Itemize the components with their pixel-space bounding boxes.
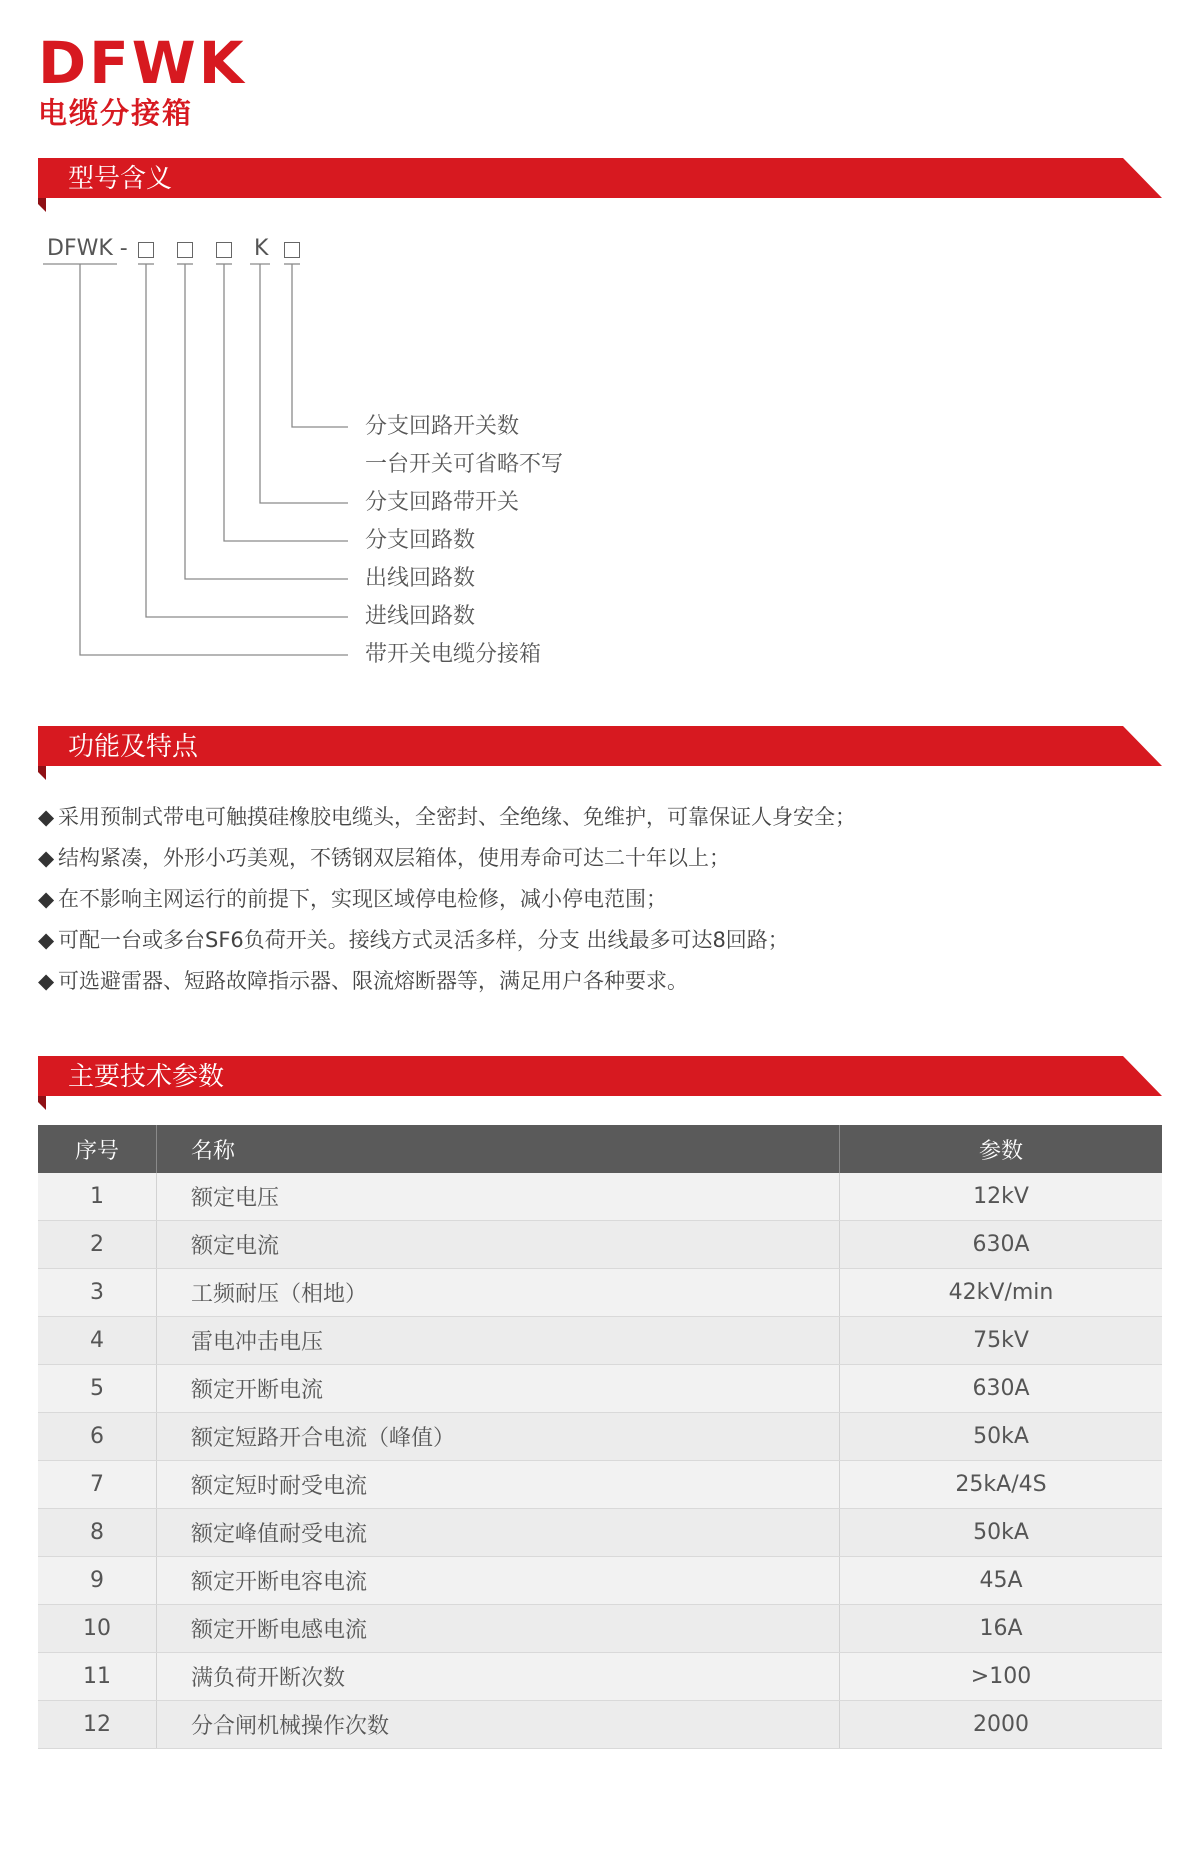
cell-no: 8 [38, 1509, 157, 1557]
feature-text: 可选避雷器、短路故障指示器、限流熔断器等，满足用户各种要求。 [58, 969, 688, 993]
model-tree-lines [0, 0, 1200, 700]
table-row [38, 1269, 1162, 1317]
cell-name: 额定电压 [157, 1173, 840, 1221]
cell-name: 分合闸机械操作次数 [157, 1701, 840, 1749]
cell-name: 额定开断电感电流 [157, 1605, 840, 1653]
banner-shape [38, 726, 1162, 780]
model-code-prefix: DFWK - [47, 236, 128, 261]
table-row [38, 1173, 1162, 1221]
cell-value: 12kV [840, 1173, 1163, 1221]
meaning-label-3: 分支回路带开关 [365, 490, 520, 515]
cell-value: >100 [840, 1653, 1163, 1701]
section-title-params: 主要技术参数 [68, 1062, 225, 1092]
feature-item [38, 804, 856, 830]
cell-name: 额定开断电容电流 [157, 1557, 840, 1605]
header-value: 参数 [840, 1125, 1163, 1173]
cell-name: 额定峰值耐受电流 [157, 1509, 840, 1557]
meaning-label-2: 一台开关可省略不写 [365, 452, 564, 477]
header-no: 序号 [38, 1125, 157, 1173]
header-name: 名称 [157, 1125, 840, 1173]
cell-value: 75kV [840, 1317, 1163, 1365]
cell-no: 11 [38, 1653, 157, 1701]
cell-no: 6 [38, 1413, 157, 1461]
cell-no: 4 [38, 1317, 157, 1365]
meaning-label-5: 出线回路数 [365, 566, 476, 591]
cell-name: 额定短路开合电流（峰值） [157, 1413, 840, 1461]
meaning-label-4: 分支回路数 [365, 528, 476, 553]
table-row [38, 1461, 1162, 1509]
diamond-bullet-icon: ◆ [38, 887, 55, 911]
model-code-k: K [254, 236, 269, 261]
cell-no: 1 [38, 1173, 157, 1221]
cell-name: 满负荷开断次数 [157, 1653, 840, 1701]
feature-text: 结构紧凑，外形小巧美观，不锈钢双层箱体，使用寿命可达二十年以上； [58, 846, 730, 870]
section-title-model: 型号含义 [68, 164, 173, 194]
cell-no: 2 [38, 1221, 157, 1269]
cell-no: 12 [38, 1701, 157, 1749]
params-table [38, 1125, 1162, 1749]
feature-text: 在不影响主网运行的前提下，实现区域停电检修，减小停电范围； [58, 887, 667, 911]
feature-item [38, 927, 789, 953]
logo-subtitle: 电缆分接箱 [38, 96, 194, 130]
cell-value: 42kV/min [840, 1269, 1163, 1317]
cell-no: 9 [38, 1557, 157, 1605]
table-row [38, 1557, 1162, 1605]
feature-text: 采用预制式带电可触摸硅橡胶电缆头，全密封、全绝缘、免维护，可靠保证人身安全； [58, 805, 856, 829]
feature-item [38, 886, 667, 912]
cell-value: 2000 [840, 1701, 1163, 1749]
table-row [38, 1701, 1162, 1749]
diamond-bullet-icon: ◆ [38, 969, 55, 993]
cell-no: 5 [38, 1365, 157, 1413]
meaning-label-1: 分支回路开关数 [365, 414, 520, 439]
cell-value: 630A [840, 1365, 1163, 1413]
cell-no: 10 [38, 1605, 157, 1653]
table-row [38, 1413, 1162, 1461]
cell-value: 50kA [840, 1509, 1163, 1557]
cell-value: 45A [840, 1557, 1163, 1605]
cell-name: 雷电冲击电压 [157, 1317, 840, 1365]
section-title-features: 功能及特点 [68, 732, 199, 762]
table-row [38, 1317, 1162, 1365]
section-banner-features [38, 726, 1162, 780]
section-banner-params [38, 1056, 1162, 1110]
cell-value: 50kA [840, 1413, 1163, 1461]
cell-value: 630A [840, 1221, 1163, 1269]
diamond-bullet-icon: ◆ [38, 846, 55, 870]
logo-title: DFWK [38, 29, 247, 97]
table-header-row [38, 1125, 1162, 1173]
table-row [38, 1509, 1162, 1557]
feature-item [38, 968, 688, 994]
feature-item [38, 845, 730, 871]
cell-no: 7 [38, 1461, 157, 1509]
table-row [38, 1365, 1162, 1413]
cell-name: 额定电流 [157, 1221, 840, 1269]
diamond-bullet-icon: ◆ [38, 805, 55, 829]
cell-name: 工频耐压（相地） [157, 1269, 840, 1317]
meaning-label-6: 进线回路数 [365, 604, 476, 629]
cell-no: 3 [38, 1269, 157, 1317]
cell-value: 25kA/4S [840, 1461, 1163, 1509]
meaning-label-7: 带开关电缆分接箱 [365, 642, 542, 667]
table-row [38, 1653, 1162, 1701]
cell-value: 16A [840, 1605, 1163, 1653]
cell-name: 额定开断电流 [157, 1365, 840, 1413]
table-row [38, 1605, 1162, 1653]
cell-name: 额定短时耐受电流 [157, 1461, 840, 1509]
diamond-bullet-icon: ◆ [38, 928, 55, 952]
table-row [38, 1221, 1162, 1269]
feature-text: 可配一台或多台SF6负荷开关。接线方式灵活多样，分支 出线最多可达8回路； [58, 928, 789, 952]
